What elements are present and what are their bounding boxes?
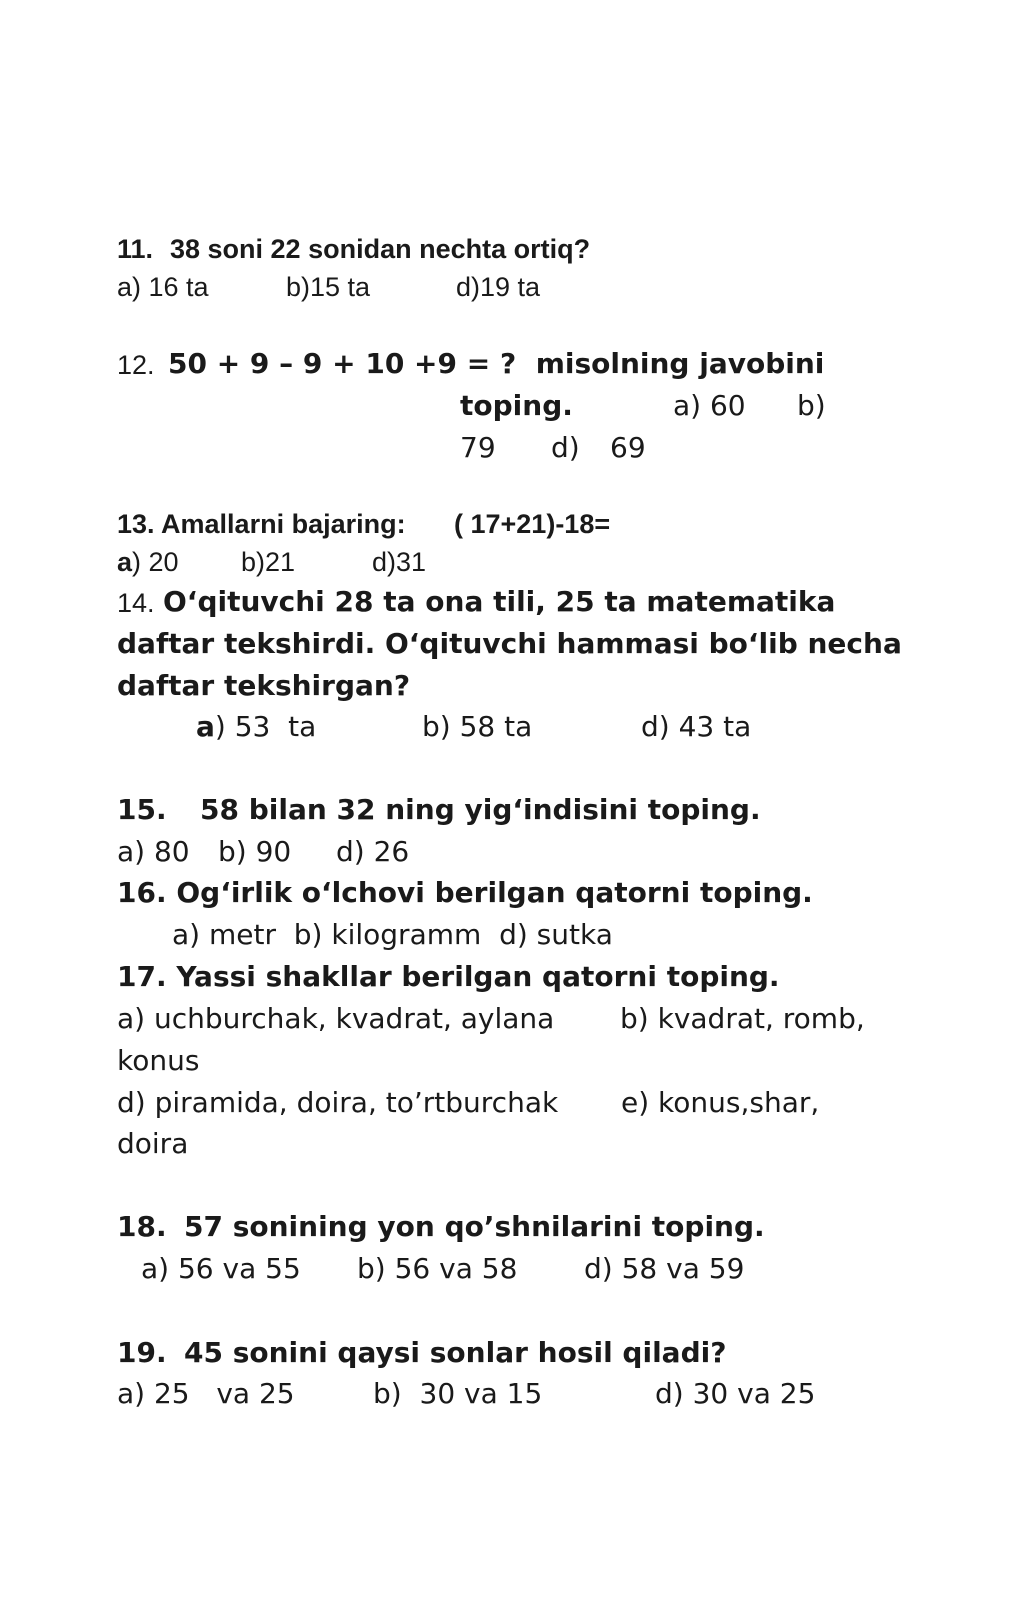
option-a: a) 16 ta bbox=[117, 272, 209, 302]
question-text: 38 soni 22 sonidan nechta ortiq? bbox=[170, 234, 591, 264]
option-b: b) bbox=[797, 389, 826, 422]
option-d: d)31 bbox=[372, 547, 427, 577]
option-b: b) kvadrat, romb, bbox=[620, 1002, 865, 1035]
option-a bbox=[196, 710, 316, 743]
option-d: d) 43 ta bbox=[641, 710, 752, 743]
question-text: 58 bilan 32 ning yig‘indisini toping. bbox=[200, 793, 761, 826]
question-text: 57 sonining yon qo’shnilarini toping. bbox=[184, 1210, 765, 1243]
option-a: a) 80 bbox=[117, 835, 190, 868]
option-e: e) konus,shar, bbox=[621, 1086, 820, 1119]
option-a: a) 60 bbox=[673, 389, 746, 422]
option-b: b) 30 va 15 bbox=[373, 1377, 543, 1410]
option-d: d) bbox=[551, 431, 580, 464]
question-text-cont: toping. bbox=[460, 389, 573, 422]
option-d: d) 58 va 59 bbox=[584, 1252, 745, 1285]
question-text: 50 + 9 – 9 + 10 +9 = ? misolning javobini bbox=[168, 347, 825, 380]
option-d: d) 30 va 25 bbox=[655, 1377, 816, 1410]
question-text-line2: daftar tekshirdi. O‘qituvchi hammasi bo‘lib necha bbox=[117, 627, 902, 660]
option-a-letter: a bbox=[196, 710, 215, 743]
question-text-line1: O‘qituvchi 28 ta ona tili, 25 ta matematika bbox=[163, 585, 836, 618]
option-a: a) 56 va 55 bbox=[141, 1252, 301, 1285]
option-b: b) 58 ta bbox=[422, 710, 533, 743]
question-text-line3: daftar tekshirgan? bbox=[117, 669, 411, 702]
option-a-value: ) 53 ta bbox=[214, 710, 317, 743]
option-e-cont: doira bbox=[117, 1127, 189, 1160]
option-d: d)19 ta bbox=[456, 272, 541, 302]
option-a bbox=[117, 547, 179, 578]
question-text: 16. Og‘irlik o‘lchovi berilgan qatorni toping. bbox=[117, 876, 813, 909]
question-text: 17. Yassi shakllar berilgan qatorni toping. bbox=[117, 960, 780, 993]
option-b: b)15 ta bbox=[286, 272, 371, 302]
option-a: a) uchburchak, kvadrat, aylana bbox=[117, 1002, 555, 1035]
option-b: b) 56 va 58 bbox=[357, 1252, 518, 1285]
question-text: 13. Amallarni bajaring: bbox=[117, 509, 406, 539]
question-number: 15. bbox=[117, 793, 167, 826]
question-number: 18. bbox=[117, 1210, 167, 1243]
option-a-value: ) 20 bbox=[132, 547, 179, 577]
option-b-value: 79 bbox=[460, 431, 496, 464]
question-number: 19. bbox=[117, 1336, 167, 1369]
option-b: b) 90 bbox=[218, 835, 292, 868]
option-a-letter: a bbox=[117, 547, 133, 577]
option-a: a) 25 va 25 bbox=[117, 1377, 295, 1410]
option-b-cont: konus bbox=[117, 1044, 200, 1077]
option-d-value: 69 bbox=[610, 431, 646, 464]
option-d: d) piramida, doira, to’rtburchak bbox=[117, 1086, 559, 1119]
option-b: b)21 bbox=[241, 547, 296, 577]
question-text: 45 sonini qaysi sonlar hosil qiladi? bbox=[184, 1336, 727, 1369]
question-number: 11. bbox=[117, 234, 154, 264]
question-number: 14. bbox=[117, 588, 155, 618]
question-number: 12. bbox=[117, 350, 155, 380]
option-d: d) 26 bbox=[336, 835, 410, 868]
question-expression: ( 17+21)-18= bbox=[454, 509, 611, 539]
question-options: a) metr b) kilogramm d) sutka bbox=[172, 918, 613, 951]
